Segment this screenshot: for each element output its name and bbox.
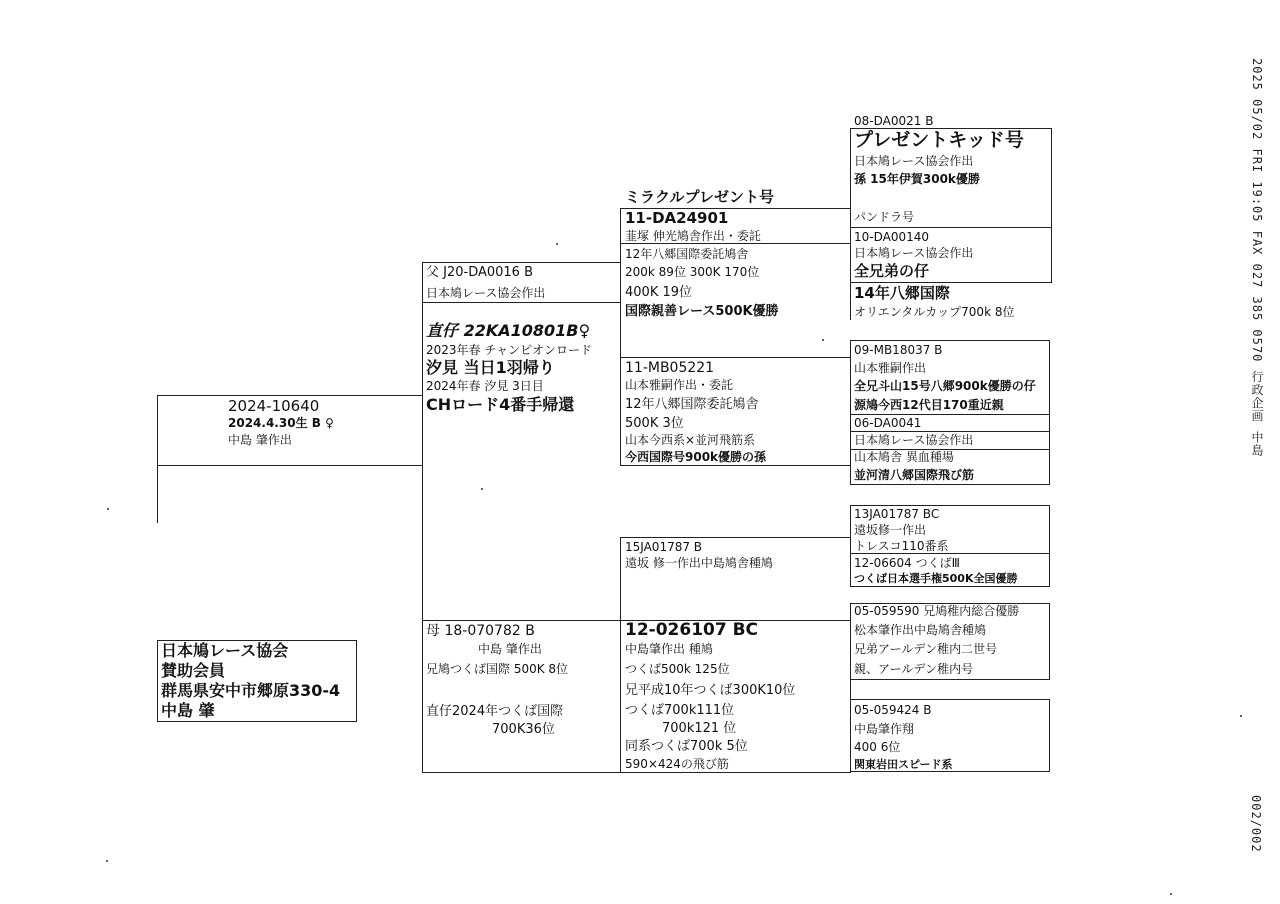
ssd-line2: 全兄弟の仔 bbox=[854, 262, 930, 280]
sd-ring: 11-MB05221 bbox=[625, 360, 715, 376]
ddd-line1: 中島肇作翔 bbox=[854, 722, 915, 736]
dam-line3: 700K36位 bbox=[492, 722, 555, 737]
sss-line1: 日本鳩レース協会作出 bbox=[854, 154, 974, 168]
ds-ring: 15JA01787 B bbox=[625, 540, 703, 554]
ddd-line3: 関東岩田スピード系 bbox=[854, 758, 953, 771]
dds-line1: 松本肇作出中島鳩舎種鳩 bbox=[854, 623, 987, 637]
ss-line4: 400K 19位 bbox=[625, 285, 693, 300]
subject-birth: 2024.4.30生 B ♀ bbox=[228, 416, 334, 430]
dam-ring: 母 18-070782 B bbox=[426, 623, 535, 639]
scan-speck bbox=[106, 860, 108, 862]
subject-breeder: 中島 肇作出 bbox=[228, 433, 292, 447]
dds-line3: 親、アールデン稚内号 bbox=[854, 662, 974, 676]
ss-line3: 200k 89位 300K 170位 bbox=[625, 265, 760, 279]
ss-line5: 国際親善レース500K優勝 bbox=[625, 304, 779, 319]
sss-line2: 孫 15年伊賀300k優勝 bbox=[854, 172, 980, 186]
sss-ring: 08-DA0021 B bbox=[854, 114, 934, 128]
ss-line1: 韮塚 伸光鳩舎作出・委託 bbox=[625, 229, 761, 243]
sd-line3: 500K 3位 bbox=[625, 416, 684, 431]
dam-line2: 直仔2024年つくば国際 bbox=[426, 704, 564, 719]
dam-breeder: 中島 肇作出 bbox=[478, 642, 542, 656]
page-number: 002/002 bbox=[1249, 795, 1263, 853]
dd-line1: 中島肇作出 種鳩 bbox=[625, 642, 713, 656]
owner-line1: 日本鳩レース協会 bbox=[161, 641, 289, 660]
sire-line2: 汐見 当日1羽帰り bbox=[426, 358, 555, 377]
dsd-line1: つくば日本選手権500K全国優勝 bbox=[854, 572, 1018, 585]
sire-line4: CHロード4番手帰還 bbox=[426, 395, 575, 414]
dss-ring: 13JA01787 BC bbox=[854, 507, 940, 521]
sdd-line3: 並河清八郷国際飛び筋 bbox=[854, 468, 975, 482]
sds-line1: 山本雅嗣作出 bbox=[854, 361, 927, 375]
sire-line1: 2023年春 チャンピオンロード bbox=[426, 343, 592, 357]
dds-ring: 05-059590 兄鳩稚内総合優勝 bbox=[854, 604, 1020, 618]
subject-ring: 2024-10640 bbox=[228, 397, 320, 415]
dds-line2: 兄弟アールデン稚内二世号 bbox=[854, 642, 998, 656]
scan-speck bbox=[481, 488, 483, 490]
dd-line5: 700k121 位 bbox=[662, 721, 737, 736]
sdd-line1: 日本鳩レース協会作出 bbox=[854, 433, 974, 447]
sire-offspring: 直仔 22KA10801B♀ bbox=[426, 321, 591, 340]
ddd-line2: 400 6位 bbox=[854, 740, 901, 754]
sd-line4: 山本今西系×並河飛筋系 bbox=[625, 433, 756, 447]
scan-speck bbox=[556, 243, 558, 245]
owner-line4: 中島 肇 bbox=[161, 701, 215, 720]
scan-speck bbox=[1170, 893, 1172, 895]
ss-ring: 11-DA24901 bbox=[625, 209, 729, 227]
dd-line3: 兄平成10年つくば300K10位 bbox=[625, 683, 796, 698]
ddd-ring: 05-059424 B bbox=[854, 703, 932, 717]
owner-line3: 群馬県安中市郷原330-4 bbox=[161, 681, 341, 700]
dsd-ring: 12-06604 つくばⅢ bbox=[854, 556, 960, 570]
sire-breeder: 日本鳩レース協会作出 bbox=[426, 286, 546, 300]
dd-line4: つくば700k111位 bbox=[625, 703, 735, 718]
sdd-ring: 06-DA0041 bbox=[854, 416, 922, 430]
dd-line2: つくば500k 125位 bbox=[625, 662, 730, 676]
ssd-line3: 14年八郷国際 bbox=[854, 284, 950, 302]
ssd-ring: 10-DA00140 bbox=[854, 230, 930, 244]
dd-line6: 同系つくば700k 5位 bbox=[625, 739, 748, 754]
dd-ring: 12-026107 BC bbox=[625, 620, 759, 640]
scan-speck bbox=[107, 508, 109, 510]
sd-line5: 今西国際号900k優勝の孫 bbox=[625, 450, 767, 464]
ssd-line4: オリエンタルカップ700k 8位 bbox=[854, 305, 1015, 319]
ss-line2: 12年八郷国際委託鳩舎 bbox=[625, 247, 749, 261]
sss-name: プレゼントキッド号 bbox=[854, 129, 1024, 151]
dam-line1: 兄鳩つくば国際 500K 8位 bbox=[426, 662, 569, 676]
dss-line1: 遠坂修一作出 bbox=[854, 523, 927, 537]
scan-speck bbox=[822, 339, 824, 341]
sd-line2: 12年八郷国際委託鳩舎 bbox=[625, 397, 759, 412]
sdd-line2: 山本鳩舎 異血種場 bbox=[854, 450, 954, 464]
sire-ring: 父 J20-DA0016 B bbox=[426, 265, 534, 280]
ds-line1: 遠坂 修一作出中島鳩舎種鳩 bbox=[625, 556, 773, 570]
dd-line7: 590×424の飛び筋 bbox=[625, 757, 729, 771]
fax-header: 2025 05/02 FRI 19:05 FAX 027 385 0570 行政企画 中島 bbox=[1250, 58, 1264, 457]
sds-line3: 源鳩今西12代目170重近親 bbox=[854, 398, 1004, 412]
owner-line2: 賛助会員 bbox=[161, 661, 226, 680]
scan-speck bbox=[1240, 715, 1242, 717]
dss-line2: トレスコ110番系 bbox=[854, 539, 949, 553]
ssd-line1: 日本鳩レース協会作出 bbox=[854, 246, 974, 260]
sire-line3: 2024年春 汐見 3日目 bbox=[426, 379, 544, 393]
sds-line2: 全兄斗山15号八郷900k優勝の仔 bbox=[854, 379, 1036, 393]
ss-name: ミラクルプレゼント号 bbox=[625, 188, 774, 206]
sds-ring: 09-MB18037 B bbox=[854, 343, 943, 357]
ssd-name: パンドラ号 bbox=[854, 210, 915, 224]
sd-line1: 山本雅嗣作出・委託 bbox=[625, 378, 734, 392]
